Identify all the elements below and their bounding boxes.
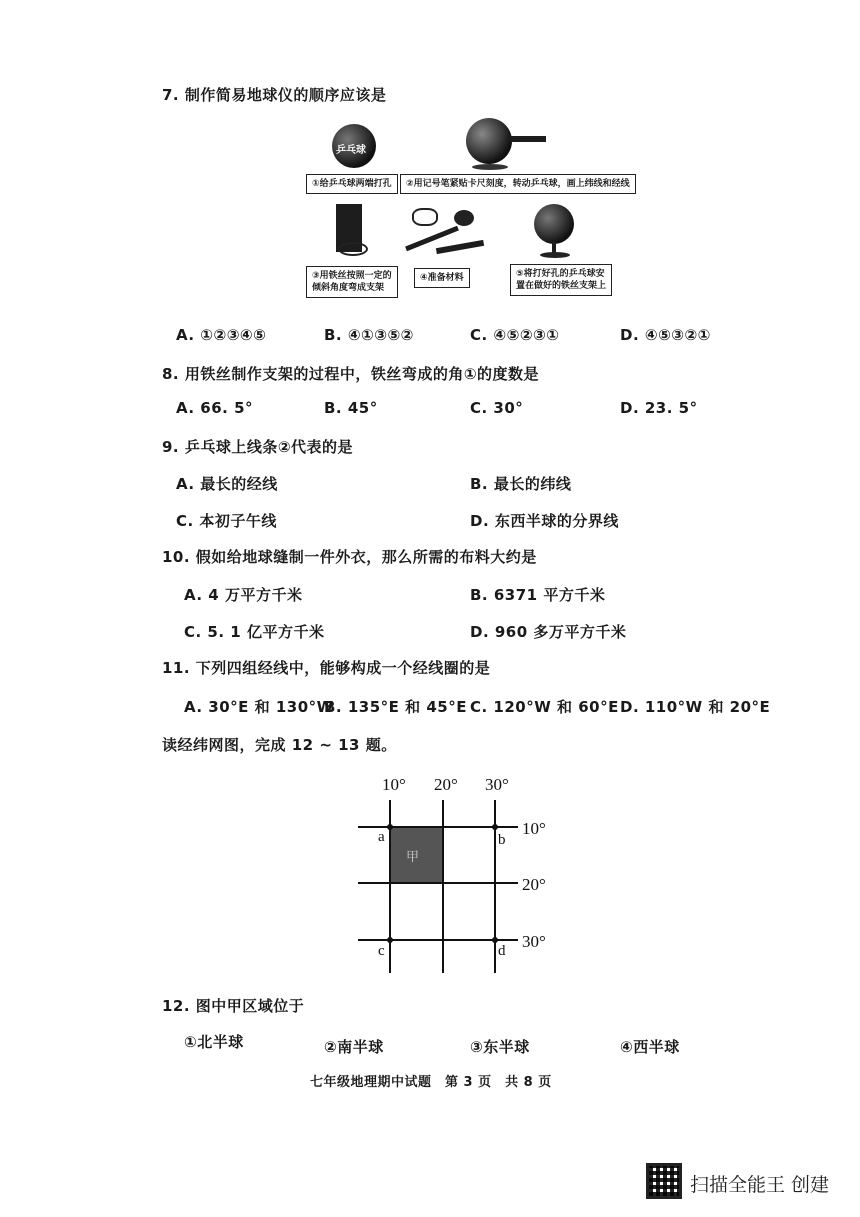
q9-stem: 9. 乒乓球上线条②代表的是 (162, 438, 354, 456)
right-label-20: 20° (522, 875, 546, 894)
q7-option-b: B. ④①③⑤② (324, 326, 414, 344)
q9-option-b: B. 最长的纬线 (470, 475, 572, 493)
point-c-marker (387, 937, 393, 943)
q10-option-a: A. 4 万平方千米 (184, 586, 303, 604)
point-b-marker (492, 824, 498, 830)
q12-option-1: ①北半球 (184, 1033, 244, 1051)
qr-code-icon (646, 1163, 682, 1199)
q7-option-a: A. ①②③④⑤ (176, 326, 267, 344)
top-label-30: 30° (485, 775, 509, 794)
q11-option-d: D. 110°W 和 20°E (620, 698, 771, 716)
region-jia-label: 甲 (406, 850, 420, 865)
point-a-marker (387, 824, 393, 830)
ruler-image (510, 136, 546, 142)
ball-material-image (454, 210, 474, 226)
lat-long-grid (340, 765, 580, 980)
q11-option-a: A. 30°E 和 130°W (184, 698, 334, 716)
ball-label: 乒乓球 (336, 145, 366, 156)
top-label-10: 10° (382, 775, 406, 794)
q7-figure (300, 118, 640, 304)
q8-option-c: C. 30° (470, 399, 524, 417)
q8-stem: 8. 用铁丝制作支架的过程中，铁丝弯成的角①的度数是 (162, 365, 540, 383)
instruction-text: 读经纬网图，完成 12 ~ 13 题。 (162, 736, 397, 754)
ruler-material-image (436, 240, 484, 254)
right-label-30: 30° (522, 932, 546, 951)
step5-caption: ⑤将打好孔的乒乓球安 置在做好的铁丝支架上 (510, 264, 612, 296)
q7-stem: 7. 制作简易地球仪的顺序应该是 (162, 86, 387, 104)
q11-stem: 11. 下列四组经线中，能够构成一个经线圈的是 (162, 659, 491, 677)
q8-option-b: B. 45° (324, 399, 378, 417)
finished-globe-image (534, 204, 574, 244)
q7-option-c: C. ④⑤②③① (470, 326, 560, 344)
point-d-label: d (498, 943, 506, 959)
point-b-label: b (498, 832, 506, 848)
q10-option-d: D. 960 多万平方千米 (470, 623, 627, 641)
step1-caption: ①给乒乓球两端打孔 (306, 174, 398, 194)
step3-caption: ③用铁丝按照一定的 倾斜角度弯成支架 (306, 266, 398, 298)
q9-option-c: C. 本初子午线 (176, 512, 277, 530)
page-footer: 七年级地理期中试题 第 3 页 共 8 页 (310, 1075, 552, 1090)
q10-option-c: C. 5. 1 亿平方千米 (184, 623, 325, 641)
q12-option-3: ③东半球 (470, 1038, 530, 1056)
step4-caption: ④准备材料 (414, 268, 470, 288)
q11-option-b: B. 135°E 和 45°E (324, 698, 467, 716)
q12-option-4: ④西半球 (620, 1038, 680, 1056)
top-label-20: 20° (434, 775, 458, 794)
q9-option-a: A. 最长的经线 (176, 475, 278, 493)
q10-option-b: B. 6371 平方千米 (470, 586, 606, 604)
right-label-10: 10° (522, 819, 546, 838)
watermark-text: 扫描全能王 创建 (690, 1174, 830, 1196)
q7-option-d: D. ④⑤③②① (620, 326, 711, 344)
q12-option-2: ②南半球 (324, 1038, 384, 1056)
point-c-label: c (378, 943, 385, 959)
q11-option-c: C. 120°W 和 60°E (470, 698, 619, 716)
point-a-label: a (378, 829, 385, 845)
q12-stem: 12. 图中甲区域位于 (162, 997, 305, 1015)
q8-option-d: D. 23. 5° (620, 399, 698, 417)
globe-drawing-image (466, 118, 512, 164)
wire-coil-image (412, 208, 438, 226)
q10-stem: 10. 假如给地球缝制一件外衣，那么所需的布料大约是 (162, 548, 537, 566)
q8-option-a: A. 66. 5° (176, 399, 254, 417)
step2-caption: ②用记号笔紧贴卡尺刻度，转动乒乓球，画上纬线和经线 (400, 174, 636, 194)
q9-option-d: D. 东西半球的分界线 (470, 512, 619, 530)
